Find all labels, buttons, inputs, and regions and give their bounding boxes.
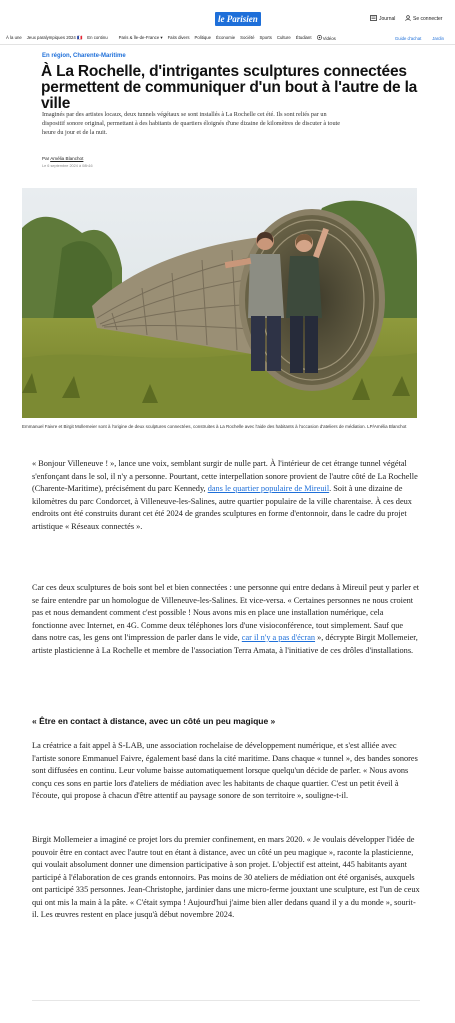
nav-item-faits-divers[interactable]: Faits divers bbox=[167, 35, 190, 40]
newspaper-icon bbox=[370, 15, 377, 23]
nav-item-en-continu[interactable]: En continu bbox=[87, 35, 108, 40]
article-paragraph: Birgit Mollemeier a imaginé ce projet lors du premier confinement, en mars 2020. « Je voulais développer l'idée de pouvoir être en contact avec l'autre tout en étant à distance, avec un côté un peu magique », raconte la plasticienne, qui voulait absolument donner une dimension participative à son projet. L'objectif est atteint, 445 habitants ayant participé à l'élaboration de ces grands entonnoirs. Pas moins de 30 ateliers de médiation ont été organisés, auxquels ont participé 335 personnes. Jean-Christophe, jardinier dans une micro-ferme jouxtant une sculpture, est l'un de ceux qui ont mis la main à la pâte. « C'était sympa ! Aujourd'hui j'aime bien aller dedans quand il y a du monde », sourit-il. Les œuvres restent en place jusqu'à début novembre 2024. bbox=[32, 835, 420, 919]
article-kicker[interactable]: En région, Charente-Maritime bbox=[42, 53, 126, 59]
nav-item-videos-label: Vidéos bbox=[322, 36, 336, 41]
article-paragraph: La créatrice a fait appel à S-LAB, une association rochelaise de développement numérique, et s'est alliée avec l'artiste sonore Emmanuel Faivre, également basé dans la cité maritime. Dans chaque « tunnel », des bandes sonores sont diffusées en continu. Leur volume baisse automatiquement lorsque quelqu'un décide de parler. « Nous avons conçu ces sons en partie lors d'ateliers de médiation avec les habitants de chaque quartier. C'est un petit éveil à l'écoute, qui propose à chacun d'être attentif au paysage sonore de son territoire », souligne-t-il. bbox=[32, 741, 418, 800]
main-nav bbox=[0, 33, 455, 45]
login-label: Se connecter bbox=[413, 16, 443, 22]
article-lead: Imaginés par des artistes locaux, deux tunnels végétaux se sont installés à La Rochelle cet été. Ils sont reliés par un dispositif sonore original, permettant à des habitants de quartiers éloignés d'une dizaine de kilomètres de discuter à toute heure du jour et de la nuit. bbox=[42, 111, 341, 136]
nav-item-sports[interactable]: Sports bbox=[259, 35, 272, 40]
article-byline bbox=[42, 156, 83, 161]
article-paragraph bbox=[32, 458, 420, 533]
article-headline: À La Rochelle, d'intrigantes sculptures connectées permettent de communiquer d'un bout à l'autre de la ville bbox=[41, 63, 418, 112]
play-circle-icon bbox=[317, 35, 322, 42]
nav-item-politique[interactable]: Politique bbox=[194, 35, 212, 40]
nav-item-culture[interactable]: Culture bbox=[276, 35, 291, 40]
nav-item-societe[interactable]: Société bbox=[240, 35, 255, 40]
article-paragraph bbox=[32, 582, 420, 657]
article-date: Le 6 septembre 2024 à 08h16 bbox=[42, 164, 93, 168]
nav-item-paris-idf[interactable]: Paris & Île-de-France ▾ bbox=[118, 35, 163, 40]
nav-item-jeux-paralympiques[interactable]: Jeux paralympiques 2024 🇫🇷 bbox=[26, 35, 83, 40]
article-photo bbox=[22, 188, 417, 418]
nav-item-videos[interactable] bbox=[317, 35, 336, 42]
paragraph-text: », décrypte Birgit Mollemeier, artiste plasticienne à La Rochelle et membre de l'association Terra Amata, à l'initiative de ces drôles d'installations. bbox=[32, 633, 418, 655]
divider bbox=[32, 1000, 420, 1001]
author-link[interactable]: Amélia Blanchot bbox=[50, 156, 84, 161]
nav-item-jardin[interactable]: Jardin bbox=[432, 36, 444, 41]
user-icon bbox=[405, 15, 411, 23]
site-logo[interactable]: le Parisien bbox=[215, 12, 261, 26]
inline-link-mireuil[interactable]: dans le quartier populaire de Mireuil bbox=[207, 484, 330, 493]
login-link[interactable] bbox=[405, 15, 442, 23]
top-header bbox=[0, 0, 455, 30]
paragraph-text: . Soit à une dizaine de kilomètres du parc Condorcet, à Villeneuve-les-Salines, autre quartier populaire de la ville charentaise. À ces deux endroits ont été construits durant cet été 2024 de grandes sculptures en forme d'entonnoir, dans le cadre du projet artistique « Réseaux connectés ». bbox=[32, 484, 412, 531]
journal-label: Journal bbox=[379, 16, 396, 22]
inline-link-ecran[interactable]: car il n'y a pas d'écran bbox=[241, 633, 316, 642]
nav-item-guide-achat[interactable]: Guide d'achat bbox=[394, 36, 422, 41]
article-subheading: « Être en contact à distance, avec un côté un peu magique » bbox=[32, 716, 276, 726]
nav-item-economie[interactable]: Économie bbox=[216, 35, 236, 40]
paragraph-text: « Bonjour Villeneuve ! », lance une voix, semblant surgir de nulle part. À l'intérieur de cet étrange tunnel végétal s'enfonçant dans le sol, il n'y a personne. Pourtant, cette interpellation sonore provient de l'autre côté de La Rochelle (Charente-Maritime), précisément du parc Kennedy, bbox=[32, 459, 418, 493]
photo-caption: Emmanuel Faivre et Birgit Mollemeier sont à l'origine de deux sculptures connectées, construites à La Rochelle avec l'aide des habitants à l'occasion d'ateliers de médiation. LP/Amélia Blanchot bbox=[22, 424, 407, 429]
journal-link[interactable] bbox=[370, 15, 395, 23]
byline-prefix: Par bbox=[42, 156, 50, 161]
nav-item-a-la-une[interactable]: À la une bbox=[6, 35, 22, 40]
nav-item-etudiant[interactable]: Étudiant bbox=[295, 35, 312, 40]
paragraph-text: Car ces deux sculptures de bois sont bel et bien connectées : une personne qui entre dedans à Mireuil peut y parler et se faire entendre par un homologue de Villeneuve-les-Salines. Et vice-versa. « Certaines personnes ne nous croient pas et nous demandent comment c'est possible ! Nous avons mis en place une installation numérique, cela fonctionne avec Internet, en 4G. Comme deux téléphones lors d'une visioconférence, tout simplement. Sauf que dans notre cas, les gens ont l'impression de parler dans le vide, bbox=[32, 583, 420, 642]
